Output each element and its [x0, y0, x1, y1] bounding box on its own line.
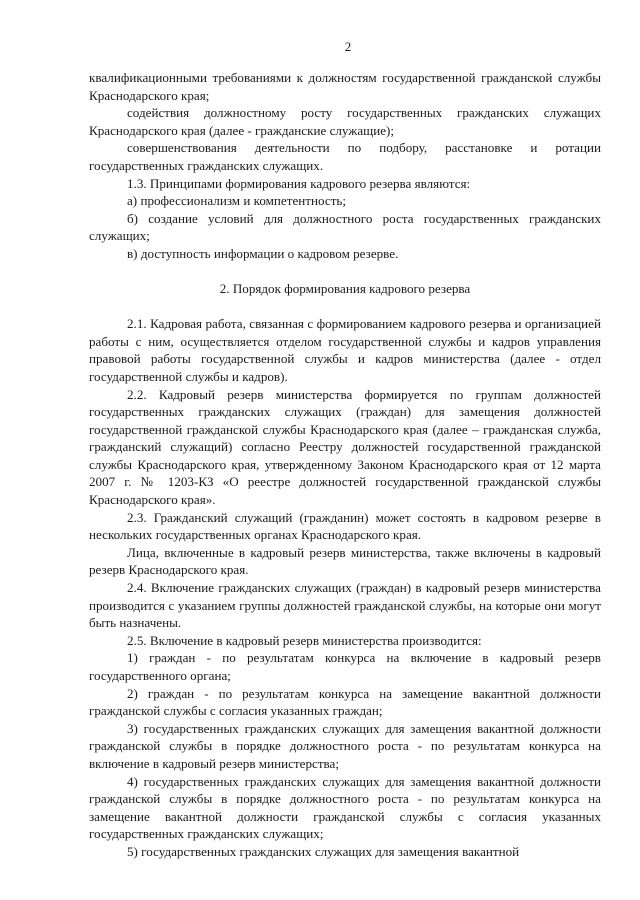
page-number: 2 [344, 39, 352, 54]
list-item: 3) государственных гражданских служащих для замещения вакантной должности гражданской службы в порядке должностного роста - по результатам конкурса на включение в кадровый резерв министерства; [89, 720, 601, 771]
paragraph: 2.5. Включение в кадровый резерв министерства производится: [127, 632, 482, 648]
paragraph: 2.2. Кадровый резерв министерства формируется по группам должностей государственных гражданских служащих (граждан) для замещения должностей государственной гражданской службы Краснодарского края (далее – гражданская служба, гражданский служащий) согласно Реестру должностей государственной гражданской службы Краснодарского края, утвержденному Законом Краснодарского края от 12 марта 2007 г. № 1203-КЗ «О реестре должностей государственной гражданской службы Краснодарского края». [89, 386, 601, 508]
section-heading: 2. Порядок формирования кадрового резерва [219, 280, 471, 296]
paragraph: совершенствования деятельности по подбору, расстановке и ротации государственных гражданских служащих. [89, 140, 601, 173]
paragraph: 2.3. Гражданский служащий (гражданин) может состоять в кадровом резерве в нескольких государственных органах Краснодарского края. [89, 509, 601, 543]
list-item: 1) граждан - по результатам конкурса на включение в кадровый резерв государственного органа; [89, 650, 601, 683]
document-page [89, 38, 601, 861]
paragraph-continuation: квалификационными требованиями к должностям государственной гражданской службы Краснодарского края; [89, 70, 601, 103]
paragraph: 2.4. Включение гражданских служащих (граждан) в кадровый резерв министерства производится с указанием группы должностей гражданской службы, на которые они могут быть назначены. [89, 580, 601, 631]
list-item: а) профессионализм и компетентность; [127, 193, 347, 209]
list-item: 5) государственных гражданских служащих для замещения вакантной [127, 843, 520, 859]
list-item: 2) граждан - по результатам конкурса на замещение вакантной должности гражданской службы с согласия указанных граждан; [89, 685, 601, 719]
list-item: в) доступность информации о кадровом резерве. [127, 245, 399, 261]
paragraph: 2.1. Кадровая работа, связанная с формированием кадрового резерва и организацией работы с ним, осуществляется отделом государственной службы и кадров управления правовой работы государственной службы и кадров министерства (далее - отдел государственной службы и кадров). [89, 316, 601, 384]
list-item: 4) государственных гражданских служащих для замещения вакантной должности гражданской службы в порядке должностного роста - по результатам конкурса на замещение вакантной должности гражданской службы с согласия указанных государственных гражданских служащих; [89, 773, 601, 842]
list-item: б) создание условий для должностного роста государственных гражданских служащих; [89, 210, 601, 244]
paragraph: Лица, включенные в кадровый резерв министерства, также включены в кадровый резерв Краснодарского края. [89, 544, 601, 578]
paragraph: содействия должностному росту государственных гражданских служащих Краснодарского края (далее - гражданские служащие); [89, 105, 601, 138]
paragraph: 1.3. Принципами формирования кадрового резерва являются: [127, 175, 471, 191]
